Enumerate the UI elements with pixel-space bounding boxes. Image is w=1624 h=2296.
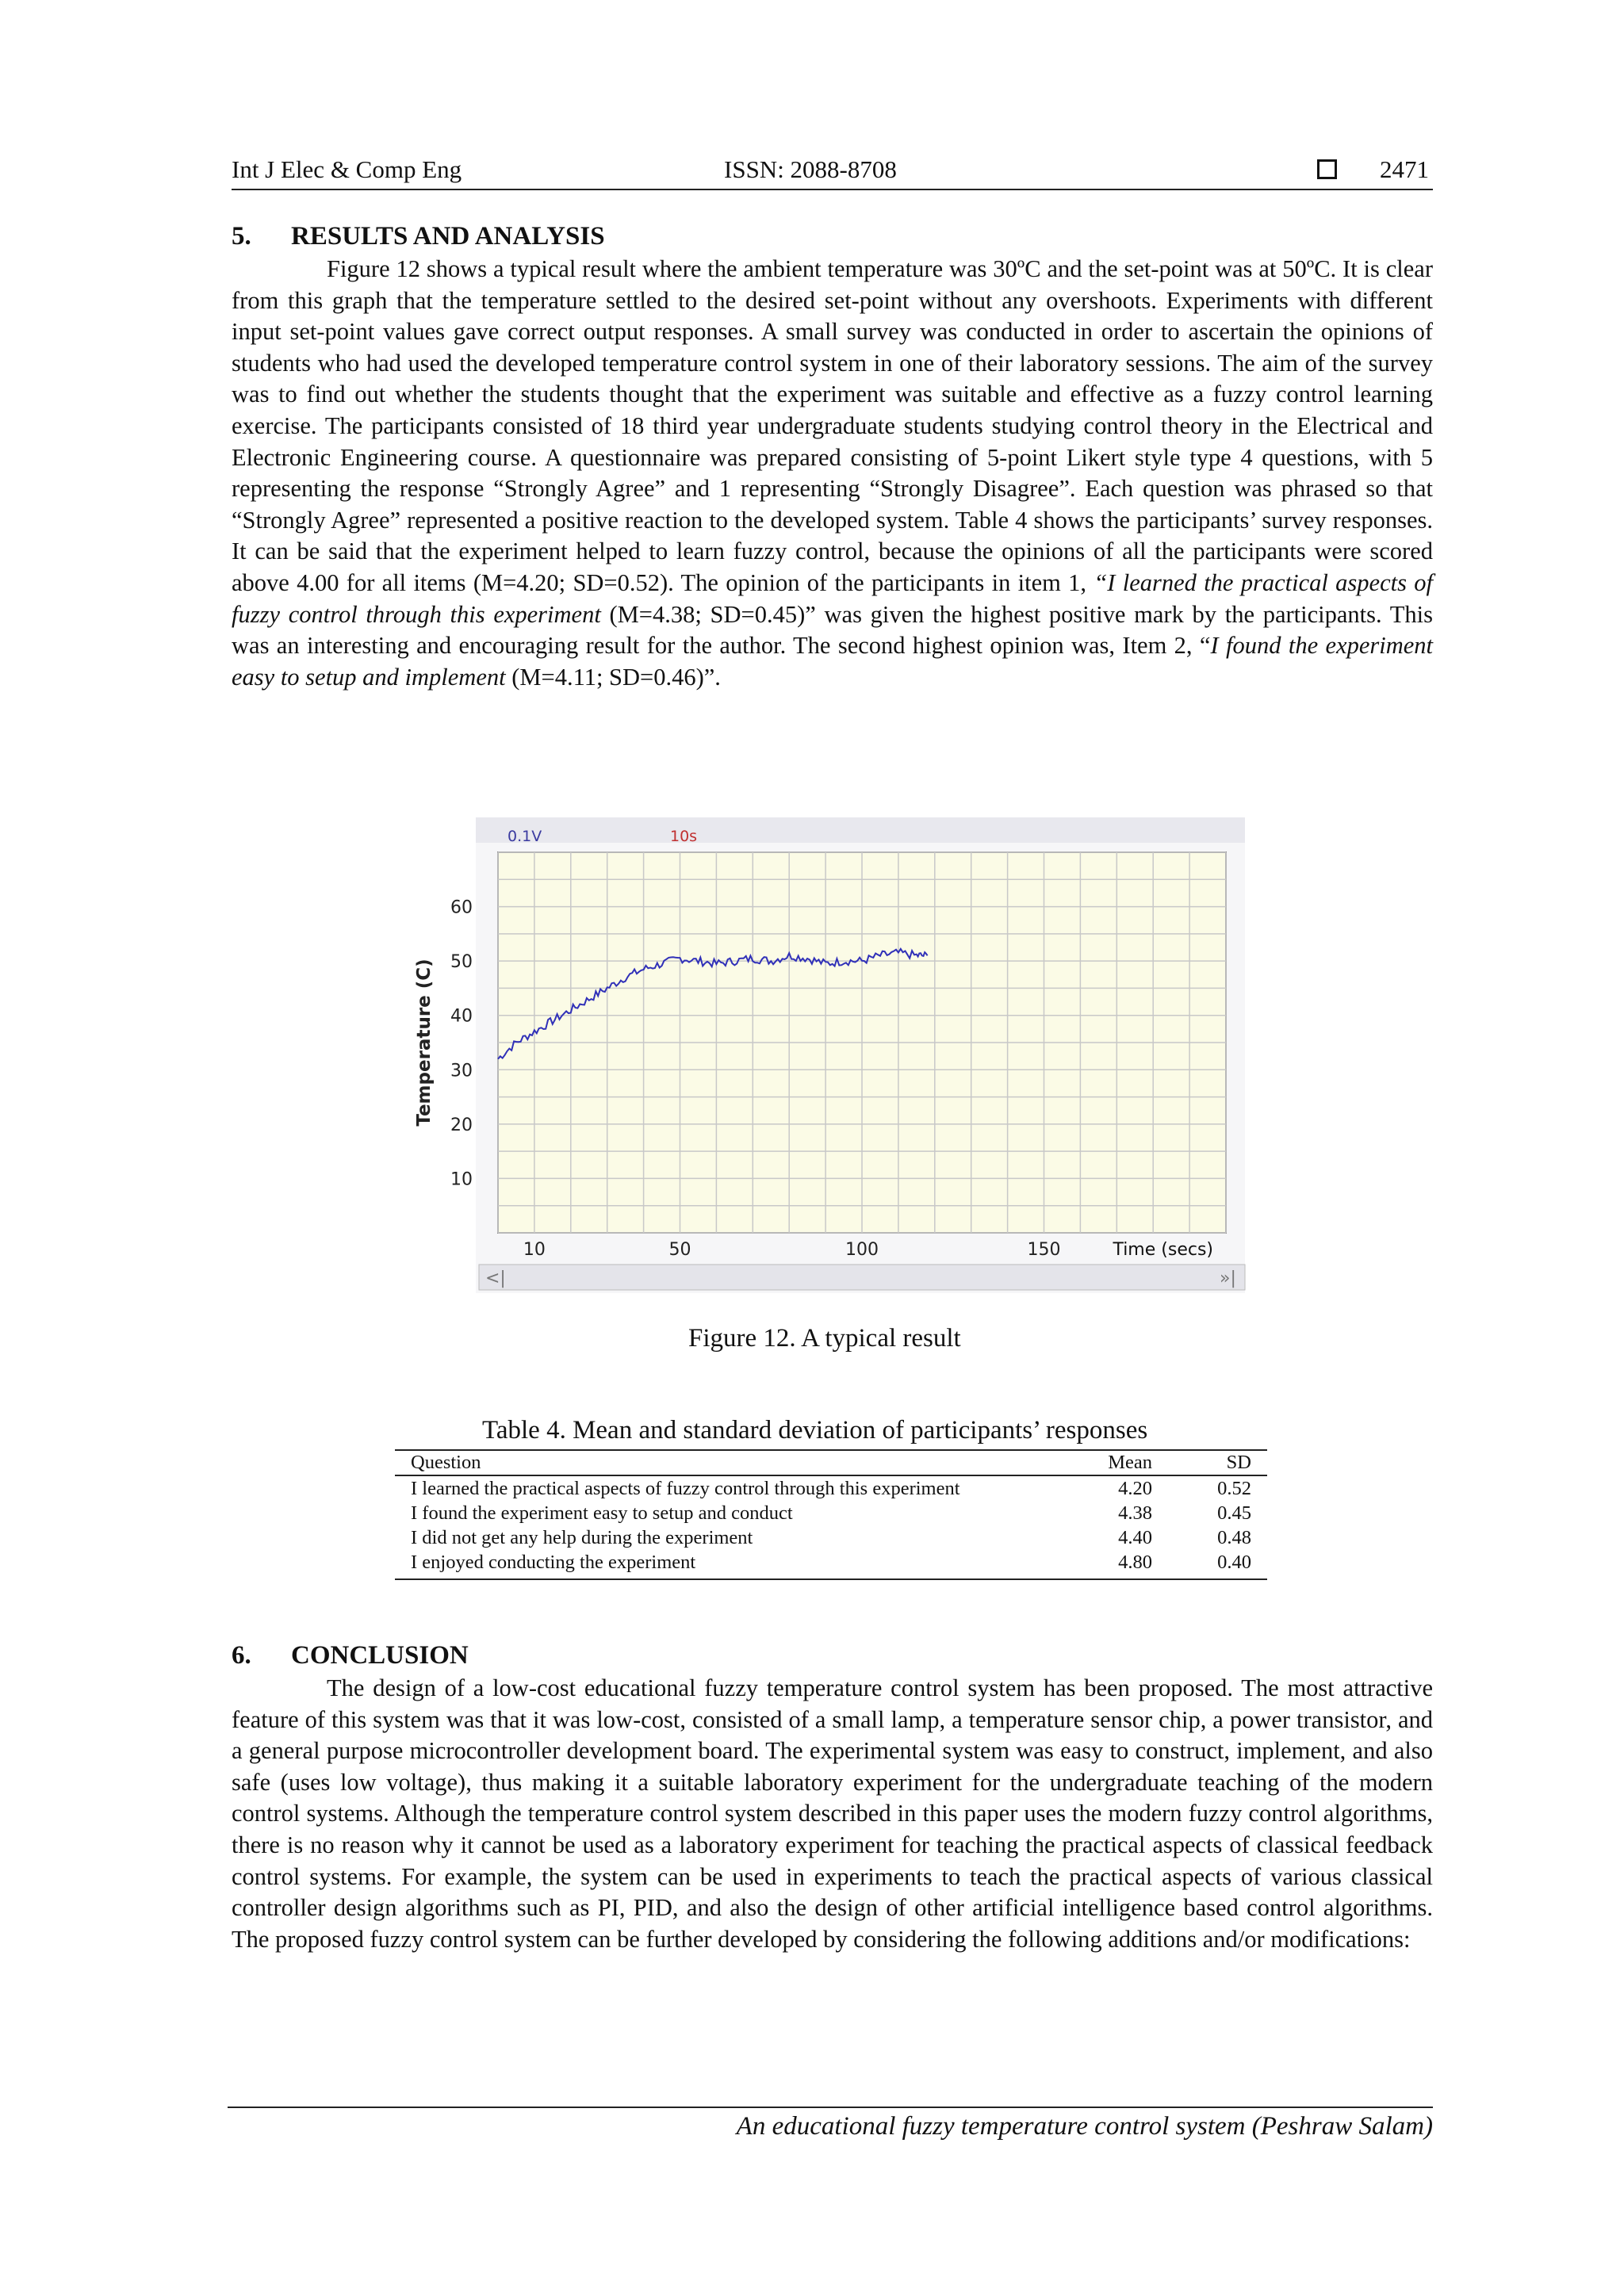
cell-mean: 4.20 (1118, 1478, 1152, 1499)
issn: ISSN: 2088-8708 (724, 155, 897, 183)
top-label-time: 10s (670, 828, 698, 845)
chart-grid (498, 852, 1226, 1233)
table-row (395, 1475, 1267, 1501)
table-bottom-rule (395, 1578, 1267, 1580)
col-header-sd: SD (1168, 1450, 1267, 1475)
col-header-question: Question (395, 1450, 1069, 1475)
section6-heading: CONCLUSION (291, 1641, 469, 1670)
col-header-mean: Mean (1069, 1450, 1168, 1475)
x-tick-label: 10 (523, 1240, 546, 1260)
x-tick-label: 50 (668, 1240, 691, 1260)
section5-heading: RESULTS AND ANALYSIS (291, 222, 605, 251)
section5-number: 5. (232, 222, 251, 251)
cell-question: I enjoyed conducting the experiment (411, 1552, 696, 1573)
footer-rule (228, 2107, 1433, 2108)
journal-name: Int J Elec & Comp Eng (232, 155, 462, 183)
x-tick-label: 150 (1027, 1240, 1061, 1260)
y-tick-label: 40 (450, 1006, 473, 1027)
square-box-icon (1317, 159, 1337, 179)
y-tick-label: 20 (450, 1115, 473, 1135)
section6-text: The design of a low-cost educational fuzzy temperature control system has been proposed. The most attractive feature of this system was that it was low-cost, consisted of a small lamp, a temperature sensor chip, a power transistor, and a general purpose microcontroller development board. The experimental system was easy to construct, implement, and also safe (uses low voltage), thus making it a suitable laboratory experiment for the undergraduate teaching of the modern control systems. Although the temperature control system described in this paper uses the modern fuzzy control algorithms, there is no reason why it cannot be used as a laboratory experiment for teaching the practical aspects of classical feedback control systems. For example, the system can be used in experiments to teach the practical aspects of various classical controller design algorithms such as PI, PID, and also the design of other artificial intelligence based control algorithms. The proposed fuzzy control system can be further developed by considering the following additions and/or modifications: (232, 1674, 1433, 1953)
y-tick-label: 30 (450, 1061, 473, 1081)
cell-mean: 4.40 (1118, 1527, 1152, 1548)
section5-italic-1: “I learned the practical aspects of fuzzy control through this experiment (232, 568, 1433, 628)
scroll-right-icon[interactable]: »| (1220, 1269, 1236, 1288)
section5-italic-2: I found the experiment easy to setup and implement (232, 632, 1434, 691)
cell-sd: 0.52 (1217, 1478, 1251, 1499)
y-tick-label: 50 (450, 952, 473, 973)
y-tick-label: 60 (450, 897, 473, 918)
section6-number: 6. (232, 1641, 251, 1670)
cell-mean: 4.38 (1118, 1502, 1152, 1524)
section6-paragraph (232, 1673, 1433, 1955)
section5-text-a: Figure 12 shows a typical result where the ambient temperature was 30ºC and the set-point was at 50ºC. It is clear from this graph that the temperature settled to the desired set-point without any overshoots. Experiments with different input set-point values gave correct output responses. A small survey was conducted in order to ascertain the opinions of students who had used the developed temperature control system in one of their laboratory sessions. The aim of the survey was to find out whether the students thought that the experiment was suitable and effective as a fuzzy control learning exercise. The participants consisted of 18 third year undergraduate students studying control theory in the Electrical and Electronic Engineering course. A questionnaire was prepared consisting of 5-point Likert style type 4 questions, with 5 representing the response “Strongly Agree” and 1 representing “Strongly Disagree”. Each question was phrased so that “Strongly Agree” represented a positive reaction to the developed system. Table 4 shows the participants’ survey responses. It can be said that the experiment helped to learn fuzzy control, because the opinions of all the participants were scored above 4.00 for all items (M=4.20; SD=0.52). The opinion of the participants in item 1, (232, 255, 1433, 596)
y-axis-label: Temperature (C) (414, 959, 435, 1127)
table-header-row (395, 1450, 1267, 1475)
x-axis-label: Time (secs) (1113, 1240, 1213, 1260)
table-row (395, 1501, 1267, 1525)
responses-table (395, 1450, 1267, 1575)
table-row (395, 1525, 1267, 1550)
section5-text-c: (M=4.11; SD=0.46)”. (505, 663, 721, 691)
scroll-left-icon[interactable]: <| (485, 1269, 506, 1288)
chart-scrollbar[interactable] (479, 1265, 1245, 1290)
top-label-volts: 0.1V (508, 828, 542, 845)
table-row (395, 1550, 1267, 1575)
cell-sd: 0.45 (1217, 1502, 1251, 1524)
section5-text-b: (M=4.38; SD=0.45)” was given the highest positive mark by the participants. This was an interesting and encouraging result for the author. The second highest opinion was, Item 2, “ (232, 600, 1433, 660)
y-tick-label: 10 (450, 1169, 473, 1190)
figure-caption: Figure 12. A typical result (688, 1324, 961, 1353)
y-tick-labels (450, 898, 473, 1190)
section5-paragraph (232, 254, 1433, 693)
cell-sd: 0.40 (1217, 1552, 1251, 1573)
cell-question: I learned the practical aspects of fuzzy control through this experiment (411, 1478, 960, 1499)
cell-sd: 0.48 (1217, 1527, 1251, 1548)
running-title: An educational fuzzy temperature control system (Peshraw Salam) (736, 2112, 1433, 2141)
page-number: 2471 (1380, 155, 1429, 183)
table-caption: Table 4. Mean and standard deviation of participants’ responses (482, 1416, 1148, 1445)
header-rule (232, 189, 1433, 190)
cell-mean: 4.80 (1118, 1552, 1152, 1573)
cell-question: I found the experiment easy to setup and conduct (411, 1502, 793, 1524)
cell-question: I did not get any help during the experiment (411, 1527, 753, 1548)
temperature-chart (412, 813, 1253, 1296)
x-tick-label: 100 (845, 1240, 879, 1260)
chart-topbar (476, 817, 1245, 843)
